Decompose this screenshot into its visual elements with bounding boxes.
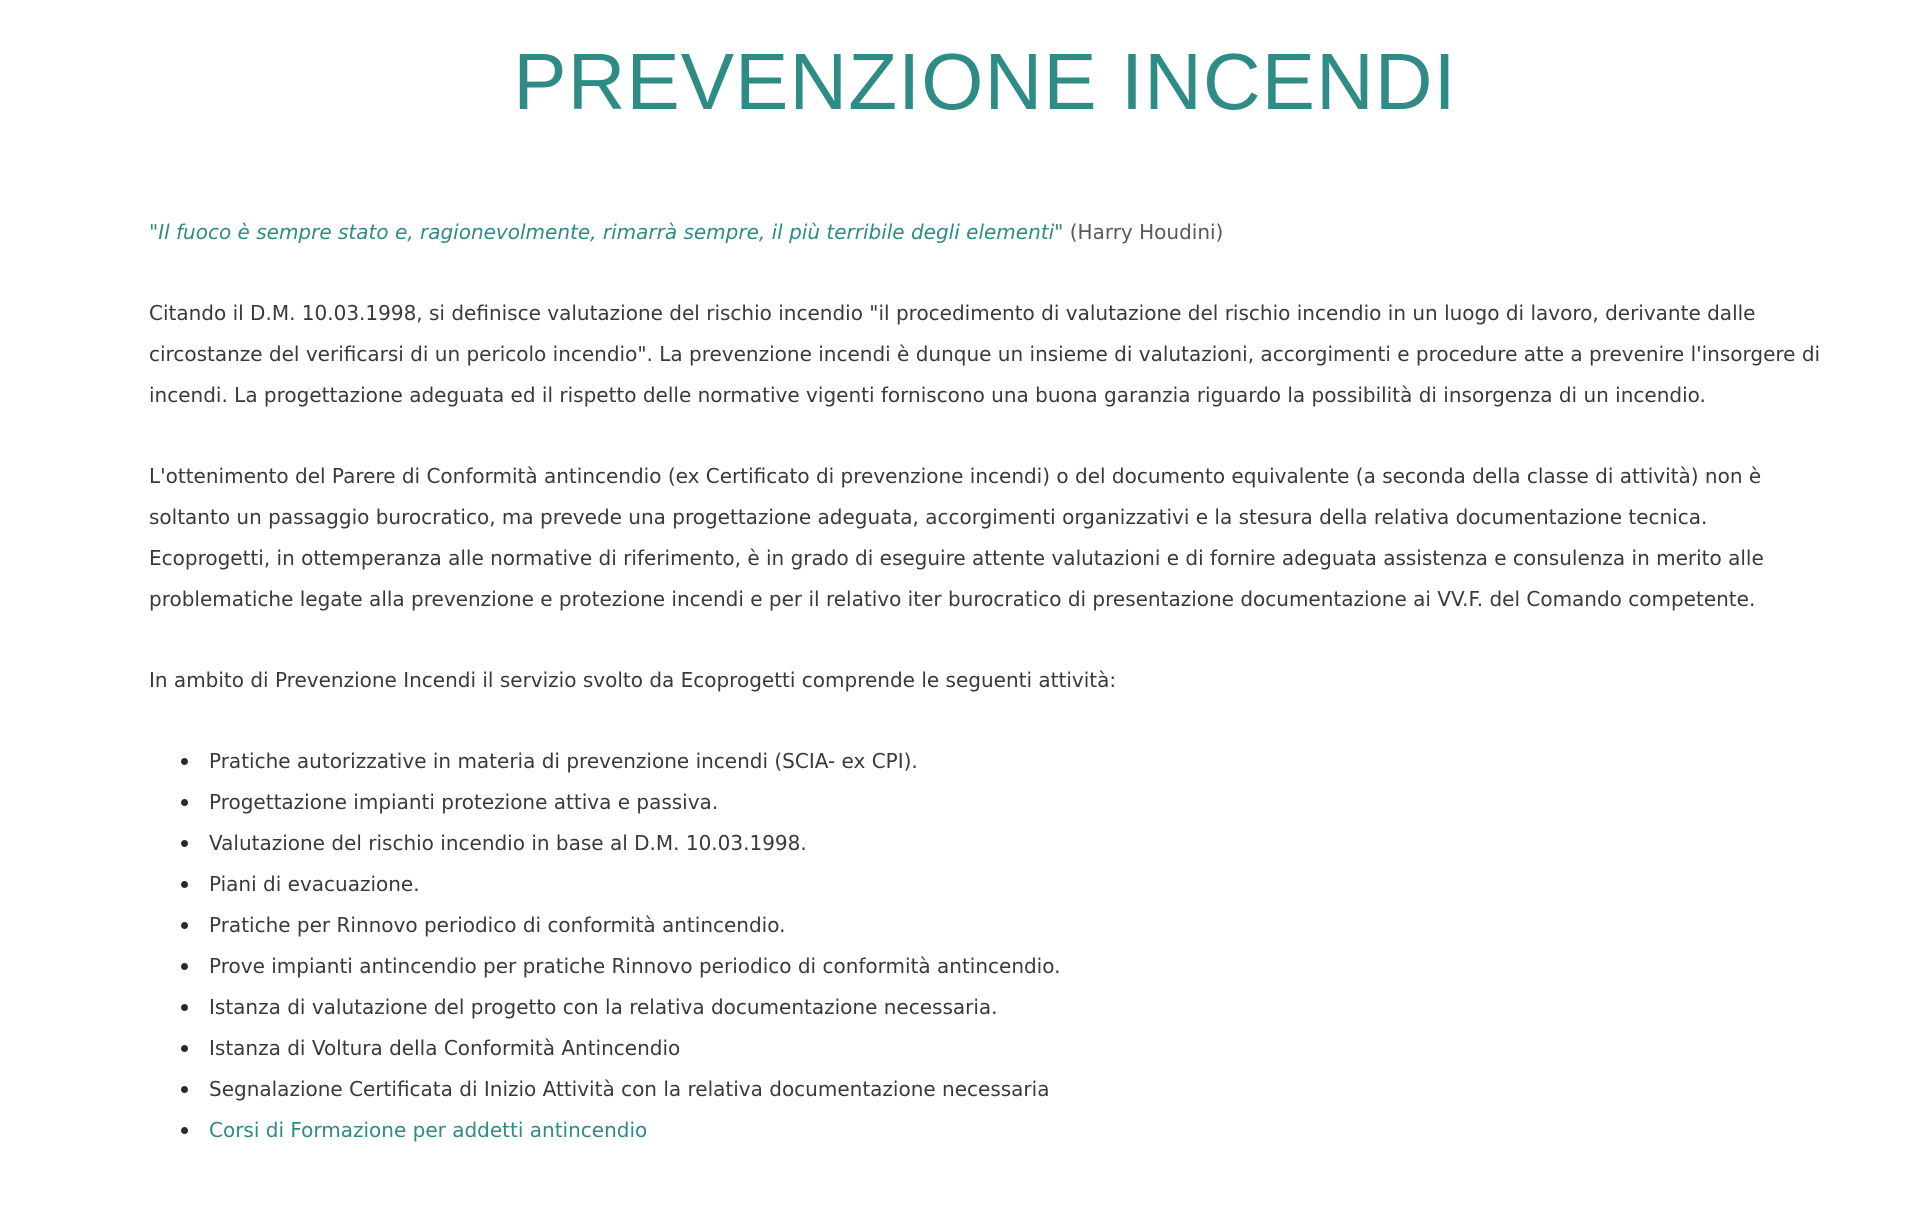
list-item (209, 864, 1834, 905)
list-item (209, 741, 1834, 782)
list-item-text: Pratiche per Rinnovo periodico di conformità antincendio. (209, 913, 786, 937)
paragraph-services-intro: In ambito di Prevenzione Incendi il servizio svolto da Ecoprogetti comprende le seguenti attività: (149, 668, 1117, 692)
list-item (209, 1028, 1834, 1069)
list-item (209, 987, 1834, 1028)
bullet-icon (181, 1086, 188, 1093)
list-item (209, 946, 1834, 987)
list-item-text: Segnalazione Certificata di Inizio Attività con la relativa documentazione necessaria (209, 1077, 1050, 1101)
list-item (209, 782, 1834, 823)
paragraph-intro: Citando il D.M. 10.03.1998, si definisce valutazione del rischio incendio "il procedimento di valutazione del rischio incendio in un luogo di lavoro, derivante dalle circostanze del verificarsi di un pericolo incendio". La prevenzione incendi è dunque un insieme di valutazioni, accorgimenti e procedure atte a prevenire l'insorgere di incendi. La progettazione adeguata ed il rispetto delle normative vigenti forniscono una buona garanzia riguardo la possibilità di insorgenza di un incendio. (149, 301, 1821, 407)
paragraph-conformity: L'ottenimento del Parere di Conformità antincendio (ex Certificato di prevenzione incendi) o del documento equivalente (a seconda della classe di attività) non è soltanto un passaggio burocratico, ma prevede una progettazione adeguata, accorgimenti organizzativi e la stesura della relativa documentazione tecnica. Ecoprogetti, in ottemperanza alle normative di riferimento, è in grado di eseguire attente valutazioni e di fornire adeguata assistenza e consulenza in merito alle problematiche legate alla prevenzione e protezione incendi e per il relativo iter burocratico di presentazione documentazione ai VV.F. del Comando competente. (149, 464, 1764, 611)
list-item (209, 1110, 1834, 1151)
quote-text: "Il fuoco è sempre stato e, ragionevolmente, rimarrà sempre, il più terribile degli elementi" (149, 220, 1064, 244)
list-item-text: Prove impianti antincendio per pratiche Rinnovo periodico di conformità antincendio. (209, 954, 1061, 978)
list-item-text: Istanza di Voltura della Conformità Antincendio (209, 1036, 681, 1060)
bullet-icon (181, 963, 188, 970)
list-item-text: Piani di evacuazione. (209, 872, 420, 896)
bullet-icon (181, 1004, 188, 1011)
bullet-icon (181, 1127, 188, 1134)
list-item-text: Pratiche autorizzative in materia di prevenzione incendi (SCIA- ex CPI). (209, 749, 918, 773)
quote (149, 212, 1834, 253)
list-item (209, 1069, 1834, 1110)
main-content (149, 212, 1834, 1151)
bullet-icon (181, 799, 188, 806)
list-item (209, 823, 1834, 864)
bullet-icon (181, 922, 188, 929)
training-courses-link[interactable]: Corsi di Formazione per addetti antincendio (209, 1118, 648, 1142)
list-item-text: Valutazione del rischio incendio in base al D.M. 10.03.1998. (209, 831, 807, 855)
quote-author: (Harry Houdini) (1063, 220, 1224, 244)
list-item-text: Progettazione impianti protezione attiva e passiva. (209, 790, 719, 814)
list-item-text: Istanza di valutazione del progetto con la relativa documentazione necessaria. (209, 995, 998, 1019)
bullet-icon (181, 1045, 188, 1052)
activities-list (149, 741, 1834, 1151)
list-item (209, 905, 1834, 946)
bullet-icon (181, 881, 188, 888)
bullet-icon (181, 758, 188, 765)
bullet-icon (181, 840, 188, 847)
page-title: PREVENZIONE INCENDI (513, 37, 1457, 126)
